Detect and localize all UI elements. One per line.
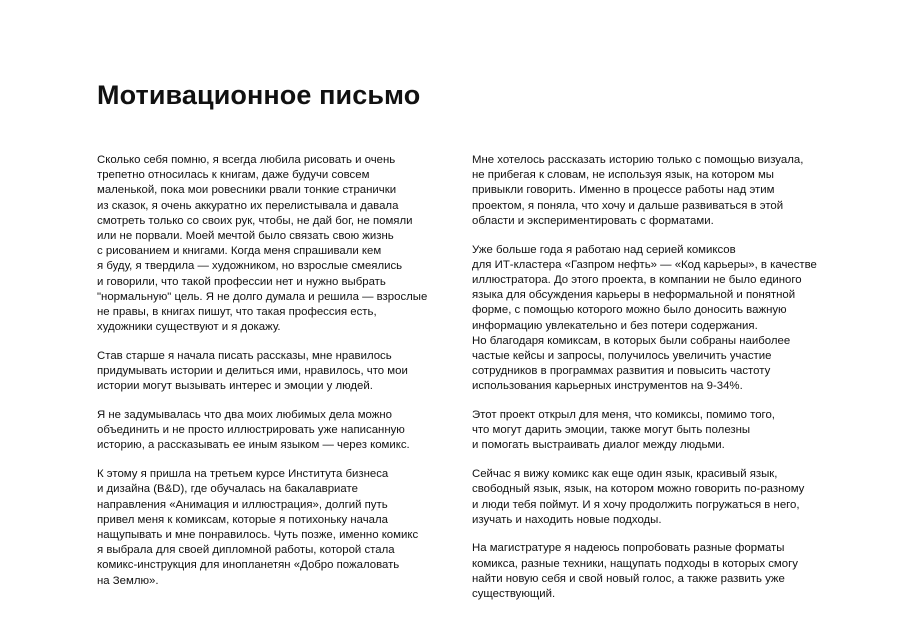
paragraph (97, 349, 447, 395)
text-line: "нормальную" цель. Я не долго думала и решила — взрослые (97, 290, 428, 303)
paragraph (472, 153, 832, 229)
text-line: я буду, я твердила — художником, но взрослые смеялись (97, 260, 403, 273)
text-line: маленькой, пока мои ровесники рвали тонкие странички (97, 184, 397, 197)
text-line: объединить и не просто иллюстрировать уже написанную (97, 424, 405, 437)
text-line: или не порвали. Моей мечтой было связать свою жизнь (97, 230, 394, 243)
text-line: истории могут вызывать интерес и эмоции у людей. (97, 380, 373, 393)
paragraph (472, 408, 832, 454)
text-line: К этому я пришла на третьем курсе Института бизнеса (97, 468, 389, 481)
text-line: языка для обсуждения карьеры в неформальной и понятной (472, 289, 796, 302)
text-line: не правы, в книгах пишут, что такая профессия есть, (97, 306, 377, 319)
text-line: Став старше я начала писать рассказы, мне нравилось (97, 349, 392, 362)
paragraph (472, 243, 832, 395)
text-line: на Землю». (97, 574, 159, 587)
text-line: Уже больше года я работаю над серией комиксов (472, 243, 736, 256)
text-line: существующий. (472, 588, 556, 601)
text-line: трепетно относилась к книгам, даже будучи совсем (97, 169, 370, 182)
text-line: На магистратуре я надеюсь попробовать разные форматы (472, 542, 785, 555)
text-line: не прибегая к словам, не используя язык, на котором мы (472, 169, 774, 182)
text-line: и дизайна (B&D), где обучалась на бакалавриате (97, 483, 358, 496)
left-column (97, 153, 447, 602)
paragraph (97, 467, 447, 589)
text-line: информацию увлекательно и без потери содержания. (472, 319, 758, 332)
right-column (472, 153, 832, 616)
text-line: из сказок, я очень аккуратно их перелистывала и давала (97, 199, 399, 212)
paragraph (97, 153, 447, 335)
paragraph (472, 467, 832, 528)
text-line: Я не задумывалась что два моих любимых дела можно (97, 409, 392, 422)
text-line: историю, а рассказывать ее иным языком — через комикс. (97, 439, 410, 452)
text-line: Мне хотелось рассказать историю только с помощью визуала, (472, 154, 804, 166)
text-line: привел меня к комиксам, которые я потихоньку начала (97, 513, 388, 526)
text-line: сотрудников в программах развития и повысить частоту (472, 365, 771, 378)
text-line: и говорили, что такой профессии нет и нужно выбрать (97, 275, 386, 288)
text-line: Сейчас я вижу комикс как еще один язык, красивый язык, (472, 468, 778, 481)
text-line: художники существуют и я докажу. (97, 321, 281, 334)
text-line: изучать и находить новые подходы. (472, 513, 662, 526)
text-line: смотреть только со своих рук, чтобы, не дай бог, не помяли (97, 214, 413, 227)
text-line: и люди тебя поймут. И я хочу продолжить погружаться в него, (472, 498, 800, 511)
paragraph (97, 408, 447, 454)
text-line: Сколько себя помню, я всегда любила рисовать и очень (97, 154, 396, 166)
text-line: что могут дарить эмоции, также могут быть полезны (472, 424, 751, 437)
text-line: области и экспериментировать с форматами. (472, 214, 714, 227)
text-line: комикса, разные техники, нащупать подходы в которых смогу (472, 557, 798, 570)
paragraph (472, 541, 832, 602)
text-line: я выбрала для своей дипломной работы, которой стала (97, 544, 395, 557)
text-line: свободный язык, язык, на котором можно говорить по-разному (472, 483, 805, 496)
text-line: найти новую себя и свой новый голос, а также развить уже (472, 572, 785, 585)
text-line: иллюстратора. До этого проекта, в компании не было единого (472, 273, 802, 286)
text-line: Но благодаря комиксам, в которых были собраны наиболее (472, 334, 791, 347)
text-line: направления «Анимация и иллюстрация», долгий путь (97, 498, 388, 511)
page-title: Мотивационное письмо (97, 80, 421, 110)
text-line: привыкли говорить. Именно в процессе работы над этим (472, 184, 775, 197)
text-line: нащупывать и мне понравилось. Чуть позже, именно комикс (97, 528, 419, 541)
text-line: частые кейсы и запросы, получилось увеличить участие (472, 349, 772, 362)
text-line: форме, с помощью которого можно было доносить важную (472, 304, 787, 317)
text-line: для ИТ-кластера «Газпром нефть» — «Код карьеры», в качестве (472, 258, 817, 271)
text-line: комикс-инструкция для инопланетян «Добро пожаловать (97, 559, 400, 572)
text-line: придумывать истории и делиться ими, нравилось, что мои (97, 365, 408, 378)
text-line: использования карьерных инструментов на 9-34%. (472, 380, 743, 393)
text-line: и помогать выстраивать диалог между людьми. (472, 439, 725, 452)
text-line: с рисованием и книгами. Когда меня спрашивали кем (97, 245, 382, 258)
text-line: проектом, я поняла, что хочу и дальше развиваться в этой (472, 199, 784, 212)
text-line: Этот проект открыл для меня, что комиксы, помимо того, (472, 409, 775, 422)
